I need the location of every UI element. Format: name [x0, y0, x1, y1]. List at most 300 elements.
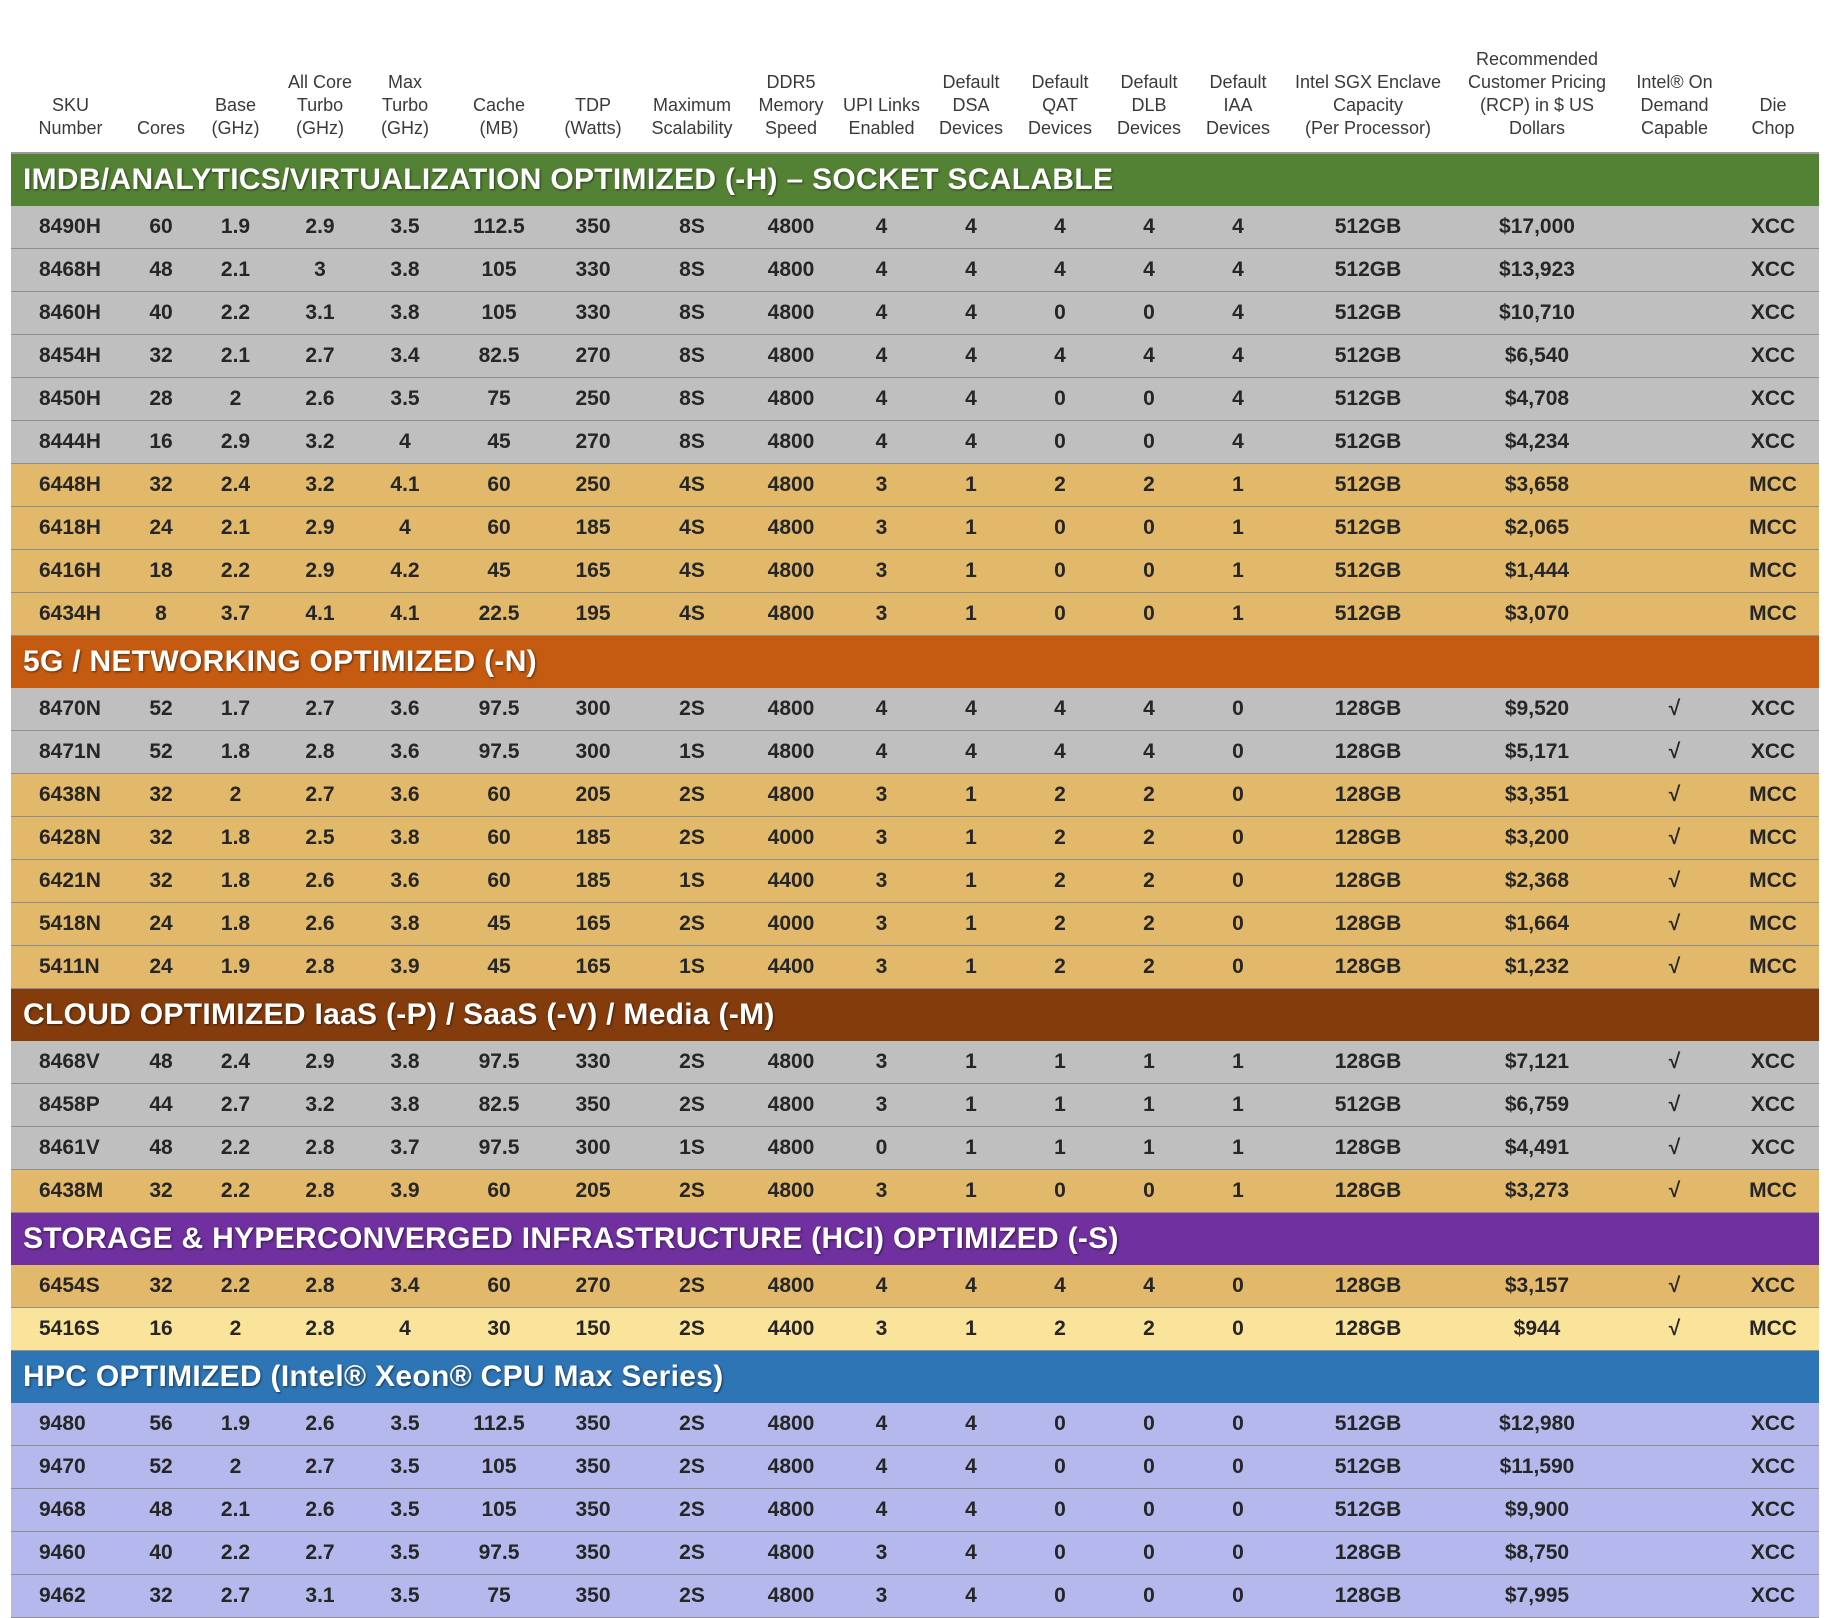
cell-qat-devices: 4 — [1014, 249, 1106, 292]
cell-max-scalability: 8S — [637, 335, 747, 378]
cell-qat-devices: 4 — [1014, 335, 1106, 378]
cell-sgx-capacity: 128GB — [1284, 1532, 1452, 1575]
cell-sgx-capacity: 128GB — [1284, 1575, 1452, 1618]
cell-all-core-turbo: 2.6 — [279, 1489, 361, 1532]
cell-dlb-devices: 0 — [1106, 292, 1192, 335]
cell-dsa-devices: 1 — [928, 903, 1014, 946]
cell-max-turbo: 3.5 — [361, 1489, 449, 1532]
cell-cores: 32 — [130, 1265, 192, 1308]
header-on-demand: Intel® On Demand Capable — [1622, 17, 1727, 153]
cell-dsa-devices: 1 — [928, 1170, 1014, 1213]
cell-tdp-watts: 350 — [549, 1084, 637, 1127]
cell-upi-links: 0 — [835, 1127, 928, 1170]
cell-max-scalability: 1S — [637, 1127, 747, 1170]
cell-dlb-devices: 2 — [1106, 860, 1192, 903]
cell-iaa-devices: 1 — [1192, 1127, 1284, 1170]
cell-base-ghz: 2.1 — [192, 1489, 279, 1532]
cell-max-turbo: 3.5 — [361, 1532, 449, 1575]
cell-all-core-turbo: 2.6 — [279, 378, 361, 421]
cell-cache-mb: 60 — [449, 860, 549, 903]
cell-tdp-watts: 350 — [549, 206, 637, 249]
cell-tdp-watts: 165 — [549, 946, 637, 989]
cell-ddr5-speed: 4400 — [747, 946, 835, 989]
cell-iaa-devices: 0 — [1192, 1265, 1284, 1308]
cell-cores: 8 — [130, 593, 192, 636]
cell-tdp-watts: 330 — [549, 1041, 637, 1084]
cell-sgx-capacity: 512GB — [1284, 1446, 1452, 1489]
cell-rcp-price: $10,710 — [1452, 292, 1622, 335]
cell-qat-devices: 0 — [1014, 507, 1106, 550]
cell-cache-mb: 97.5 — [449, 1127, 549, 1170]
cell-rcp-price: $9,900 — [1452, 1489, 1622, 1532]
cell-rcp-price: $2,065 — [1452, 507, 1622, 550]
cell-die-chop: MCC — [1727, 817, 1819, 860]
cell-sku: 6428N — [11, 817, 130, 860]
cell-upi-links: 4 — [835, 1489, 928, 1532]
cell-upi-links: 3 — [835, 507, 928, 550]
cell-upi-links: 4 — [835, 421, 928, 464]
cell-cache-mb: 60 — [449, 507, 549, 550]
table-row — [11, 774, 1819, 817]
cell-sgx-capacity: 128GB — [1284, 860, 1452, 903]
cell-sgx-capacity: 512GB — [1284, 206, 1452, 249]
cell-all-core-turbo: 3.1 — [279, 292, 361, 335]
cell-dlb-devices: 1 — [1106, 1041, 1192, 1084]
cell-sku: 8490H — [11, 206, 130, 249]
section-cloud-rows — [11, 1041, 1819, 1213]
cell-iaa-devices: 0 — [1192, 731, 1284, 774]
cell-on-demand-capable — [1622, 1489, 1727, 1532]
cell-rcp-price: $2,368 — [1452, 860, 1622, 903]
cell-base-ghz: 2.2 — [192, 1532, 279, 1575]
cell-max-turbo: 3.4 — [361, 335, 449, 378]
cell-tdp-watts: 350 — [549, 1532, 637, 1575]
section-title: 5G / NETWORKING OPTIMIZED (-N) — [11, 636, 1819, 689]
cell-on-demand-capable — [1622, 1575, 1727, 1618]
cell-dlb-devices: 0 — [1106, 421, 1192, 464]
cell-on-demand-capable — [1622, 249, 1727, 292]
cell-max-turbo: 3.6 — [361, 860, 449, 903]
cell-max-turbo: 4 — [361, 507, 449, 550]
cell-ddr5-speed: 4800 — [747, 774, 835, 817]
cell-rcp-price: $1,444 — [1452, 550, 1622, 593]
cell-cores: 40 — [130, 1532, 192, 1575]
cell-rcp-price: $944 — [1452, 1308, 1622, 1351]
table-row — [11, 507, 1819, 550]
cell-all-core-turbo: 3.1 — [279, 1575, 361, 1618]
cell-max-turbo: 3.5 — [361, 1575, 449, 1618]
cell-cores: 52 — [130, 1446, 192, 1489]
cell-iaa-devices: 0 — [1192, 903, 1284, 946]
cell-qat-devices: 4 — [1014, 731, 1106, 774]
cell-dsa-devices: 4 — [928, 731, 1014, 774]
cell-qat-devices: 2 — [1014, 903, 1106, 946]
cell-cache-mb: 45 — [449, 903, 549, 946]
cell-cache-mb: 45 — [449, 421, 549, 464]
cell-max-turbo: 3.6 — [361, 731, 449, 774]
cell-sku: 6438N — [11, 774, 130, 817]
cell-qat-devices: 0 — [1014, 1489, 1106, 1532]
cell-die-chop: MCC — [1727, 1308, 1819, 1351]
cell-ddr5-speed: 4800 — [747, 1532, 835, 1575]
cell-dlb-devices: 1 — [1106, 1127, 1192, 1170]
cell-rcp-price: $6,759 — [1452, 1084, 1622, 1127]
cell-qat-devices: 0 — [1014, 1170, 1106, 1213]
cell-cache-mb: 75 — [449, 1575, 549, 1618]
cell-tdp-watts: 270 — [549, 421, 637, 464]
cell-sku: 8460H — [11, 292, 130, 335]
cell-max-scalability: 1S — [637, 946, 747, 989]
cell-cores: 28 — [130, 378, 192, 421]
cell-max-turbo: 4.1 — [361, 593, 449, 636]
cell-cache-mb: 112.5 — [449, 1403, 549, 1446]
cell-cores: 60 — [130, 206, 192, 249]
cell-upi-links: 4 — [835, 292, 928, 335]
cell-qat-devices: 0 — [1014, 1446, 1106, 1489]
cell-sku: 9468 — [11, 1489, 130, 1532]
header-max-turbo: Max Turbo (GHz) — [361, 17, 449, 153]
cell-base-ghz: 1.8 — [192, 903, 279, 946]
cell-sku: 8468H — [11, 249, 130, 292]
cell-max-scalability: 2S — [637, 903, 747, 946]
cell-ddr5-speed: 4800 — [747, 464, 835, 507]
cell-max-scalability: 4S — [637, 464, 747, 507]
cell-ddr5-speed: 4800 — [747, 421, 835, 464]
cell-upi-links: 3 — [835, 1575, 928, 1618]
cell-rcp-price: $7,121 — [1452, 1041, 1622, 1084]
cell-max-scalability: 2S — [637, 1532, 747, 1575]
cell-dlb-devices: 4 — [1106, 1265, 1192, 1308]
column-headers — [11, 17, 1819, 153]
cell-max-turbo: 3.5 — [361, 1446, 449, 1489]
cell-base-ghz: 1.8 — [192, 817, 279, 860]
cell-ddr5-speed: 4800 — [747, 1170, 835, 1213]
cell-dlb-devices: 0 — [1106, 1575, 1192, 1618]
section-hpc-rows — [11, 1403, 1819, 1618]
cell-sku: 8461V — [11, 1127, 130, 1170]
cell-cache-mb: 45 — [449, 550, 549, 593]
cell-qat-devices: 0 — [1014, 1403, 1106, 1446]
cell-on-demand-capable: √ — [1622, 1170, 1727, 1213]
cell-qat-devices: 1 — [1014, 1084, 1106, 1127]
cell-tdp-watts: 250 — [549, 378, 637, 421]
cell-die-chop: MCC — [1727, 860, 1819, 903]
cell-sgx-capacity: 512GB — [1284, 550, 1452, 593]
cell-ddr5-speed: 4800 — [747, 1403, 835, 1446]
table-row — [11, 593, 1819, 636]
cell-sgx-capacity: 128GB — [1284, 774, 1452, 817]
cell-max-turbo: 3.4 — [361, 1265, 449, 1308]
cell-base-ghz: 1.7 — [192, 688, 279, 731]
cell-cache-mb: 105 — [449, 1489, 549, 1532]
cell-sgx-capacity: 512GB — [1284, 292, 1452, 335]
cell-upi-links: 4 — [835, 335, 928, 378]
cell-iaa-devices: 4 — [1192, 292, 1284, 335]
cell-cores: 24 — [130, 903, 192, 946]
cell-rcp-price: $3,200 — [1452, 817, 1622, 860]
cell-dsa-devices: 1 — [928, 593, 1014, 636]
cell-max-turbo: 3.8 — [361, 817, 449, 860]
cell-max-turbo: 3.5 — [361, 378, 449, 421]
cell-qat-devices: 0 — [1014, 292, 1106, 335]
section-banner — [11, 1351, 1819, 1404]
cell-cache-mb: 82.5 — [449, 335, 549, 378]
cell-upi-links: 3 — [835, 1084, 928, 1127]
cell-sgx-capacity: 512GB — [1284, 1489, 1452, 1532]
cell-iaa-devices: 0 — [1192, 1489, 1284, 1532]
cell-dsa-devices: 4 — [928, 249, 1014, 292]
cell-dsa-devices: 4 — [928, 292, 1014, 335]
cell-on-demand-capable — [1622, 1446, 1727, 1489]
cell-max-scalability: 8S — [637, 249, 747, 292]
cell-rcp-price: $4,491 — [1452, 1127, 1622, 1170]
cell-rcp-price: $3,351 — [1452, 774, 1622, 817]
cell-all-core-turbo: 2.9 — [279, 507, 361, 550]
cell-ddr5-speed: 4800 — [747, 292, 835, 335]
cell-dsa-devices: 4 — [928, 206, 1014, 249]
cell-upi-links: 4 — [835, 378, 928, 421]
table-row — [11, 1041, 1819, 1084]
cell-dsa-devices: 4 — [928, 688, 1014, 731]
cell-all-core-turbo: 2.7 — [279, 774, 361, 817]
cell-sgx-capacity: 512GB — [1284, 593, 1452, 636]
cell-upi-links: 3 — [835, 550, 928, 593]
cell-max-scalability: 2S — [637, 1575, 747, 1618]
sku-table — [11, 17, 1819, 1618]
cell-dsa-devices: 4 — [928, 421, 1014, 464]
cell-max-scalability: 2S — [637, 688, 747, 731]
cell-max-scalability: 2S — [637, 1403, 747, 1446]
cell-cache-mb: 97.5 — [449, 1041, 549, 1084]
cell-cores: 32 — [130, 335, 192, 378]
cell-all-core-turbo: 4.1 — [279, 593, 361, 636]
cell-qat-devices: 4 — [1014, 206, 1106, 249]
section-title: HPC OPTIMIZED (Intel® Xeon® CPU Max Series) — [11, 1351, 1819, 1404]
cell-cache-mb: 75 — [449, 378, 549, 421]
cell-iaa-devices: 1 — [1192, 550, 1284, 593]
cell-on-demand-capable: √ — [1622, 1084, 1727, 1127]
cell-die-chop: XCC — [1727, 731, 1819, 774]
cell-sku: 8444H — [11, 421, 130, 464]
cell-qat-devices: 0 — [1014, 421, 1106, 464]
cell-dlb-devices: 0 — [1106, 1489, 1192, 1532]
cell-sku: 8458P — [11, 1084, 130, 1127]
cell-all-core-turbo: 2.6 — [279, 860, 361, 903]
cell-base-ghz: 2 — [192, 378, 279, 421]
cell-ddr5-speed: 4800 — [747, 1084, 835, 1127]
cell-cores: 48 — [130, 1489, 192, 1532]
cell-cores: 18 — [130, 550, 192, 593]
cell-qat-devices: 0 — [1014, 1575, 1106, 1618]
cell-dlb-devices: 1 — [1106, 1084, 1192, 1127]
cell-dlb-devices: 0 — [1106, 1170, 1192, 1213]
cell-cores: 32 — [130, 464, 192, 507]
cell-sgx-capacity: 512GB — [1284, 249, 1452, 292]
cell-dlb-devices: 0 — [1106, 1446, 1192, 1489]
header-all-core-turbo: All Core Turbo (GHz) — [279, 17, 361, 153]
cell-all-core-turbo: 2.7 — [279, 1532, 361, 1575]
cell-base-ghz: 2.1 — [192, 335, 279, 378]
cell-ddr5-speed: 4800 — [747, 731, 835, 774]
cell-sgx-capacity: 128GB — [1284, 903, 1452, 946]
cell-sgx-capacity: 512GB — [1284, 464, 1452, 507]
cell-dsa-devices: 1 — [928, 860, 1014, 903]
section-banner — [11, 1213, 1819, 1266]
cell-all-core-turbo: 2.8 — [279, 731, 361, 774]
cell-die-chop: XCC — [1727, 688, 1819, 731]
cell-upi-links: 3 — [835, 946, 928, 989]
cell-ddr5-speed: 4800 — [747, 335, 835, 378]
cell-sgx-capacity: 512GB — [1284, 507, 1452, 550]
table-row — [11, 1127, 1819, 1170]
table-row — [11, 1575, 1819, 1618]
cell-die-chop: XCC — [1727, 292, 1819, 335]
cell-max-scalability: 1S — [637, 731, 747, 774]
cell-sgx-capacity: 128GB — [1284, 1170, 1452, 1213]
cell-cache-mb: 45 — [449, 946, 549, 989]
cell-sku: 6434H — [11, 593, 130, 636]
cell-max-scalability: 2S — [637, 1446, 747, 1489]
cell-qat-devices: 2 — [1014, 464, 1106, 507]
cell-upi-links: 3 — [835, 1041, 928, 1084]
cell-die-chop: XCC — [1727, 335, 1819, 378]
cell-upi-links: 4 — [835, 206, 928, 249]
cell-max-turbo: 3.5 — [361, 1403, 449, 1446]
cell-cache-mb: 60 — [449, 774, 549, 817]
cell-die-chop: XCC — [1727, 1532, 1819, 1575]
cell-cores: 52 — [130, 688, 192, 731]
cell-on-demand-capable: √ — [1622, 1127, 1727, 1170]
cell-all-core-turbo: 2.8 — [279, 1308, 361, 1351]
cell-rcp-price: $17,000 — [1452, 206, 1622, 249]
table-row — [11, 464, 1819, 507]
cell-dlb-devices: 4 — [1106, 688, 1192, 731]
cell-cache-mb: 112.5 — [449, 206, 549, 249]
cell-dlb-devices: 0 — [1106, 593, 1192, 636]
cell-sku: 6438M — [11, 1170, 130, 1213]
cell-sku: 5411N — [11, 946, 130, 989]
cell-rcp-price: $1,664 — [1452, 903, 1622, 946]
cell-upi-links: 4 — [835, 1265, 928, 1308]
cell-all-core-turbo: 2.8 — [279, 946, 361, 989]
cell-max-turbo: 4.2 — [361, 550, 449, 593]
cell-dsa-devices: 4 — [928, 378, 1014, 421]
table-row — [11, 817, 1819, 860]
cell-on-demand-capable: √ — [1622, 817, 1727, 860]
cell-tdp-watts: 350 — [549, 1575, 637, 1618]
cell-max-scalability: 1S — [637, 860, 747, 903]
cell-dlb-devices: 4 — [1106, 731, 1192, 774]
cell-die-chop: MCC — [1727, 774, 1819, 817]
cell-dlb-devices: 2 — [1106, 774, 1192, 817]
cell-on-demand-capable: √ — [1622, 731, 1727, 774]
cell-dsa-devices: 4 — [928, 1532, 1014, 1575]
cell-sku: 8470N — [11, 688, 130, 731]
table-row — [11, 335, 1819, 378]
cell-sgx-capacity: 128GB — [1284, 1308, 1452, 1351]
cell-dlb-devices: 2 — [1106, 464, 1192, 507]
cell-all-core-turbo: 2.6 — [279, 903, 361, 946]
cell-max-scalability: 2S — [637, 774, 747, 817]
header-ddr5: DDR5 Memory Speed — [747, 17, 835, 153]
cell-all-core-turbo: 2.5 — [279, 817, 361, 860]
cell-all-core-turbo: 2.8 — [279, 1265, 361, 1308]
cell-cores: 44 — [130, 1084, 192, 1127]
cell-max-scalability: 2S — [637, 1084, 747, 1127]
cell-iaa-devices: 0 — [1192, 860, 1284, 903]
header-dlb: Default DLB Devices — [1106, 17, 1192, 153]
cell-sku: 6454S — [11, 1265, 130, 1308]
cell-cores: 24 — [130, 507, 192, 550]
table-row — [11, 688, 1819, 731]
cell-max-turbo: 3.8 — [361, 1041, 449, 1084]
cell-on-demand-capable — [1622, 464, 1727, 507]
cell-rcp-price: $3,070 — [1452, 593, 1622, 636]
cell-iaa-devices: 0 — [1192, 817, 1284, 860]
cell-iaa-devices: 0 — [1192, 774, 1284, 817]
cell-sku: 6416H — [11, 550, 130, 593]
cell-qat-devices: 2 — [1014, 774, 1106, 817]
cell-dlb-devices: 2 — [1106, 1308, 1192, 1351]
cell-on-demand-capable — [1622, 335, 1727, 378]
cell-die-chop: MCC — [1727, 507, 1819, 550]
cell-cache-mb: 105 — [449, 1446, 549, 1489]
cell-on-demand-capable — [1622, 593, 1727, 636]
cell-upi-links: 4 — [835, 249, 928, 292]
cell-max-turbo: 3.9 — [361, 1170, 449, 1213]
cell-sku: 9462 — [11, 1575, 130, 1618]
cell-base-ghz: 2 — [192, 1446, 279, 1489]
cell-upi-links: 4 — [835, 1403, 928, 1446]
cell-max-turbo: 4 — [361, 1308, 449, 1351]
cell-die-chop: XCC — [1727, 1575, 1819, 1618]
cell-base-ghz: 1.9 — [192, 206, 279, 249]
cell-iaa-devices: 0 — [1192, 1575, 1284, 1618]
cell-ddr5-speed: 4000 — [747, 817, 835, 860]
cell-dsa-devices: 1 — [928, 464, 1014, 507]
table-row — [11, 1403, 1819, 1446]
cell-die-chop: MCC — [1727, 1170, 1819, 1213]
cell-sku: 8454H — [11, 335, 130, 378]
cell-max-turbo: 3.9 — [361, 946, 449, 989]
cell-tdp-watts: 300 — [549, 1127, 637, 1170]
cell-sku: 8471N — [11, 731, 130, 774]
cell-sgx-capacity: 128GB — [1284, 1127, 1452, 1170]
cell-iaa-devices: 4 — [1192, 421, 1284, 464]
cell-max-turbo: 3.6 — [361, 688, 449, 731]
cell-tdp-watts: 205 — [549, 774, 637, 817]
cell-iaa-devices: 1 — [1192, 1041, 1284, 1084]
cell-dsa-devices: 1 — [928, 817, 1014, 860]
cell-rcp-price: $5,171 — [1452, 731, 1622, 774]
cell-cores: 32 — [130, 774, 192, 817]
cell-tdp-watts: 165 — [549, 903, 637, 946]
cell-base-ghz: 2.2 — [192, 1170, 279, 1213]
section-banner — [11, 636, 1819, 689]
cell-iaa-devices: 0 — [1192, 1446, 1284, 1489]
cell-base-ghz: 2.7 — [192, 1575, 279, 1618]
cell-tdp-watts: 150 — [549, 1308, 637, 1351]
cell-max-scalability: 2S — [637, 1265, 747, 1308]
cell-ddr5-speed: 4400 — [747, 860, 835, 903]
cell-cores: 32 — [130, 1170, 192, 1213]
cell-sku: 6448H — [11, 464, 130, 507]
cell-iaa-devices: 0 — [1192, 1308, 1284, 1351]
cell-die-chop: MCC — [1727, 946, 1819, 989]
cell-qat-devices: 2 — [1014, 1308, 1106, 1351]
cell-qat-devices: 0 — [1014, 550, 1106, 593]
cell-on-demand-capable: √ — [1622, 774, 1727, 817]
